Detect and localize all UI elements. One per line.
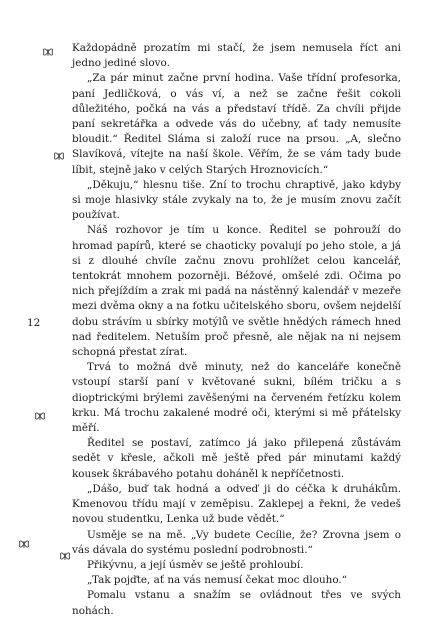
paragraph: „Dášo, buď tak hodná a odveď ji do céčka k druhákům. Kmenovou třídu mají v zeměpisu. Zaklepej a řekni, že vedeš novou studentku, Lenka už bude vědět.“ [72, 482, 401, 526]
paragraph: Každopádně prozatím mi stačí, že jsem nemusela říct ani jedno jediné slovo. [72, 42, 401, 70]
page-number: 12 [27, 317, 41, 329]
paragraph: Pomalu vstanu a snažím se ovládnout třes ve svých nohách. [72, 589, 401, 617]
butterfly-icon [18, 538, 30, 550]
paragraph: Náš rozhovor je tím u konce. Ředitel se pohrouží do hromad papírů, které se chaoticky povalují po jeho stole, a já si z dlouhé chvíle začnu znovu prohlížet celou kancelář, tentokrát mnohem pozorněji. Béžové, omšelé zdi. Očima po nich přejíždím a zrak mi padá na nástěnný kalendář v mezeře mezi dvěma okny a na fotku učitelského sboru, ovšem nejdelší dobu strávím u sbírky motýlů ve světle hnědých rámech hned nad ředitelem. Netuším proč přesně, ale nějak na ni nejsem schopná přestat zírat. [72, 224, 401, 359]
paragraph: „Tak pojďte, ať na vás nemusí čekat moc dlouho.“ [87, 574, 348, 587]
butterfly-icon [59, 550, 71, 562]
paragraph: „Děkuju,“ hlesnu tiše. Zní to trochu chraptivě, jako kdyby si moje hlasivky stále zvykaly na to, že je musím znovu začít používat. [72, 178, 401, 222]
butterfly-icon [42, 46, 54, 58]
butterfly-icon [34, 410, 46, 422]
paragraph: Usměje se na mě. „Vy budete Cecílie, že? Zrovna jsem o vás dávala do systému poslední podrobnosti.“ [72, 528, 401, 556]
paragraph: „Za pár minut začne první hodina. Vaše třídní profesorka, paní Jedličková, o vás ví, a než se začne řešit cokoli důležitého, počká na vás a představí třídě. Za chvíli přijde paní sekretářka a odvede vás do učebny, ať tady nemusíte bloudit.“ Ředitel Sláma si založí ruce na prsou. „A, slečno Slavíková, vítejte na naší škole. Věřím, že se vám tady bude líbit, stejně jako v celých Starých Hroznovicích.“ [72, 72, 401, 176]
page-body [72, 41, 401, 619]
paragraph: Ředitel se postaví, zatímco já jako přilepená zůstávám sedět v křesle, ačkoli mě ještě před pár minutami každý kousek škrábavého potahu doháněl k nepříčetnosti. [72, 437, 401, 480]
butterfly-icon [53, 150, 65, 162]
paragraph: Trvá to možná dvě minuty, než do kanceláře konečně vstoupí starší paní v květované sukni, bílém tričku a s dioptrickými brýlemi zavěšenými na červeném řetízku kolem krku. Má trochu zakalené modré oči, kterými si mě přátelsky měří. [72, 361, 401, 435]
paragraph: Přikývnu, a její úsměv se ještě prohloubí. [87, 558, 304, 571]
